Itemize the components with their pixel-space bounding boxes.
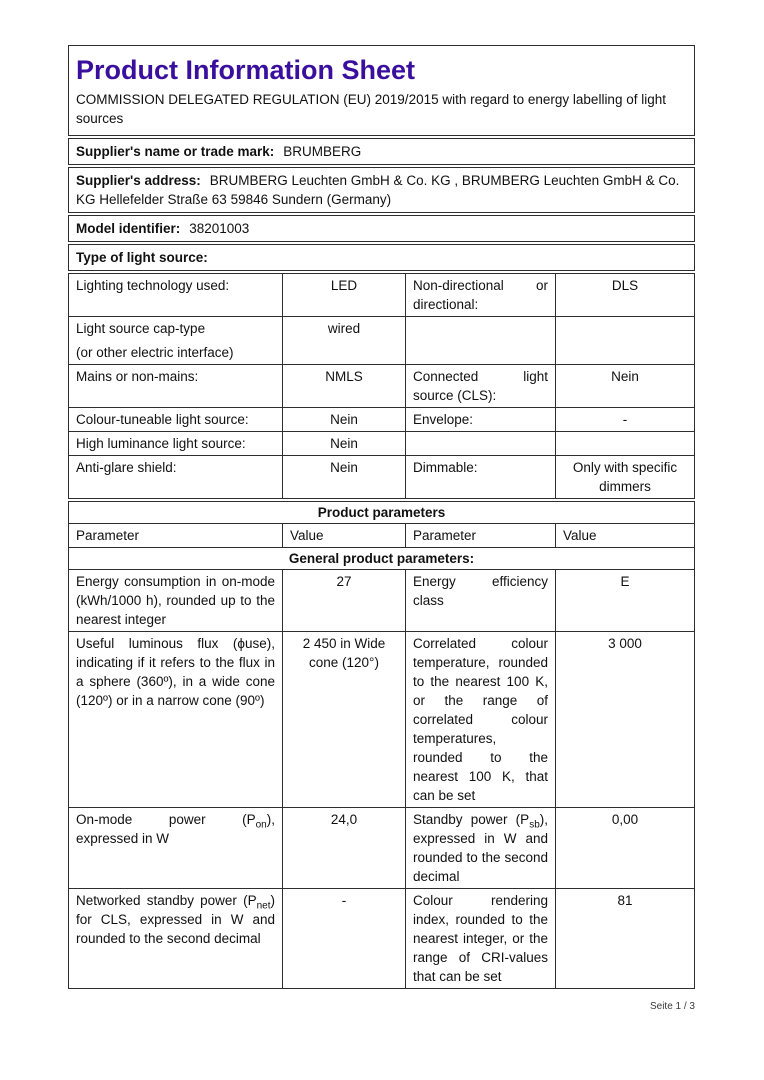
table-row bbox=[69, 888, 694, 988]
supplier-name-label: Supplier's name or trade mark: bbox=[76, 144, 275, 159]
document-page bbox=[68, 45, 695, 991]
value-cell: NMLS bbox=[282, 365, 405, 407]
document-header-box bbox=[68, 45, 695, 136]
param-cell: Colour rendering index, rounded to the nearest integer, or the range of CRI-values that can be set bbox=[405, 889, 555, 988]
model-identifier-row bbox=[68, 215, 695, 242]
value-cell: Nein bbox=[555, 365, 694, 407]
value-cell: - bbox=[555, 408, 694, 431]
model-identifier-value: 38201003 bbox=[189, 221, 250, 236]
column-header: Parameter bbox=[405, 524, 555, 547]
param-cell: On-mode power $(P_{on})$, expressed in W bbox=[76, 812, 275, 846]
value-cell: Nein bbox=[282, 408, 405, 431]
table-row bbox=[69, 807, 694, 888]
param-cell: Anti-glare shield: bbox=[76, 460, 177, 475]
column-header-row bbox=[69, 523, 694, 547]
value-cell: 27 bbox=[282, 570, 405, 631]
param-cell: Lighting technology used: bbox=[76, 278, 230, 293]
supplier-name-value: BRUMBERG bbox=[283, 144, 362, 159]
subscript: sb bbox=[529, 819, 540, 831]
param-cell: Non-directional or directional: bbox=[405, 274, 555, 316]
param-cell: Envelope: bbox=[405, 408, 555, 431]
subscript: net bbox=[256, 900, 271, 912]
table-row bbox=[69, 631, 694, 807]
table-row bbox=[69, 364, 694, 407]
column-header: Value bbox=[555, 524, 694, 547]
table-row bbox=[69, 569, 694, 631]
value-cell: 81 bbox=[555, 889, 694, 988]
value-cell bbox=[555, 317, 694, 364]
page-title: Product Information Sheet bbox=[76, 55, 416, 85]
table-row bbox=[69, 407, 694, 431]
regulation-subtitle: COMMISSION DELEGATED REGULATION (EU) 2019/2015 with regard to energy labelling of light sources bbox=[76, 92, 666, 126]
param-cell bbox=[405, 432, 555, 455]
subscript: on bbox=[255, 819, 267, 831]
value-cell: 0,00 bbox=[555, 808, 694, 888]
product-parameters-table bbox=[68, 501, 695, 989]
value-cell: E bbox=[555, 570, 694, 631]
model-identifier-label: Model identifier: bbox=[76, 221, 181, 236]
param-line: Light source cap-type bbox=[76, 321, 206, 336]
value-cell: 3 000 bbox=[555, 632, 694, 807]
value-cell: - bbox=[282, 889, 405, 988]
value-cell: 2 450 in Wide cone (120°) bbox=[282, 632, 405, 807]
param-cell: Connected light source (CLS): bbox=[405, 365, 555, 407]
supplier-address-label: Supplier's address: bbox=[76, 173, 201, 188]
param-cell: Networked standby power $(P_{net})$ for CLS, expressed in W and rounded to the second decimal bbox=[76, 893, 275, 946]
value-cell: Only with specific dimmers bbox=[555, 456, 694, 498]
value-cell: DLS bbox=[555, 274, 694, 316]
column-header: Parameter bbox=[76, 528, 140, 543]
param-cell: Mains or non-mains: bbox=[76, 369, 199, 384]
value-cell bbox=[555, 432, 694, 455]
type-of-light-source-label: Type of light source: bbox=[76, 250, 208, 265]
value-cell: Nein bbox=[282, 432, 405, 455]
type-of-light-source-row bbox=[68, 244, 695, 271]
param-cell bbox=[69, 317, 282, 364]
param-cell bbox=[405, 317, 555, 364]
light-source-type-table bbox=[68, 273, 695, 499]
value-cell: Nein bbox=[282, 456, 405, 498]
param-cell: Useful luminous flux (ϕuse), indicating if it refers to the flux in a sphere (360º), in a wide cone (120º) or in a narrow cone (90º) bbox=[76, 636, 275, 708]
table-row bbox=[69, 274, 694, 316]
value-cell: LED bbox=[282, 274, 405, 316]
param-cell: High luminance light source: bbox=[76, 436, 246, 451]
general-parameters-title: General product parameters: bbox=[69, 547, 694, 569]
page-number: Seite 1 / 3 bbox=[649, 1001, 695, 1012]
supplier-name-row bbox=[68, 138, 695, 165]
table-row bbox=[69, 316, 694, 364]
value-cell: 24,0 bbox=[282, 808, 405, 888]
table-row bbox=[69, 455, 694, 498]
param-cell: Colour-tuneable light source: bbox=[76, 412, 249, 427]
supplier-address-value: BRUMBERG Leuchten GmbH & Co. KG , BRUMBERG Leuchten GmbH & Co. KG Hellefelder Straße 63 59846 Sundern (Germany) bbox=[76, 173, 680, 207]
column-header: Value bbox=[282, 524, 405, 547]
param-cell: Energy efficiency class bbox=[405, 570, 555, 631]
param-cell: Energy consumption in on-mode (kWh/1000 h), rounded up to the nearest integer bbox=[76, 574, 275, 627]
param-cell: Correlated colour temperature, rounded to the nearest 100 K, or the range of correlated colour temperatures, rounded to the nearest 100 K, that can be set bbox=[405, 632, 555, 807]
param-note: (or other electric interface) bbox=[76, 345, 234, 360]
value-cell: wired bbox=[282, 317, 405, 364]
table-row bbox=[69, 431, 694, 455]
product-parameters-title: Product parameters bbox=[317, 505, 446, 520]
param-cell: Standby power $(P_{sb})$, expressed in W and rounded to the second decimal bbox=[405, 808, 555, 888]
supplier-address-row bbox=[68, 167, 695, 213]
param-cell: Dimmable: bbox=[405, 456, 555, 498]
